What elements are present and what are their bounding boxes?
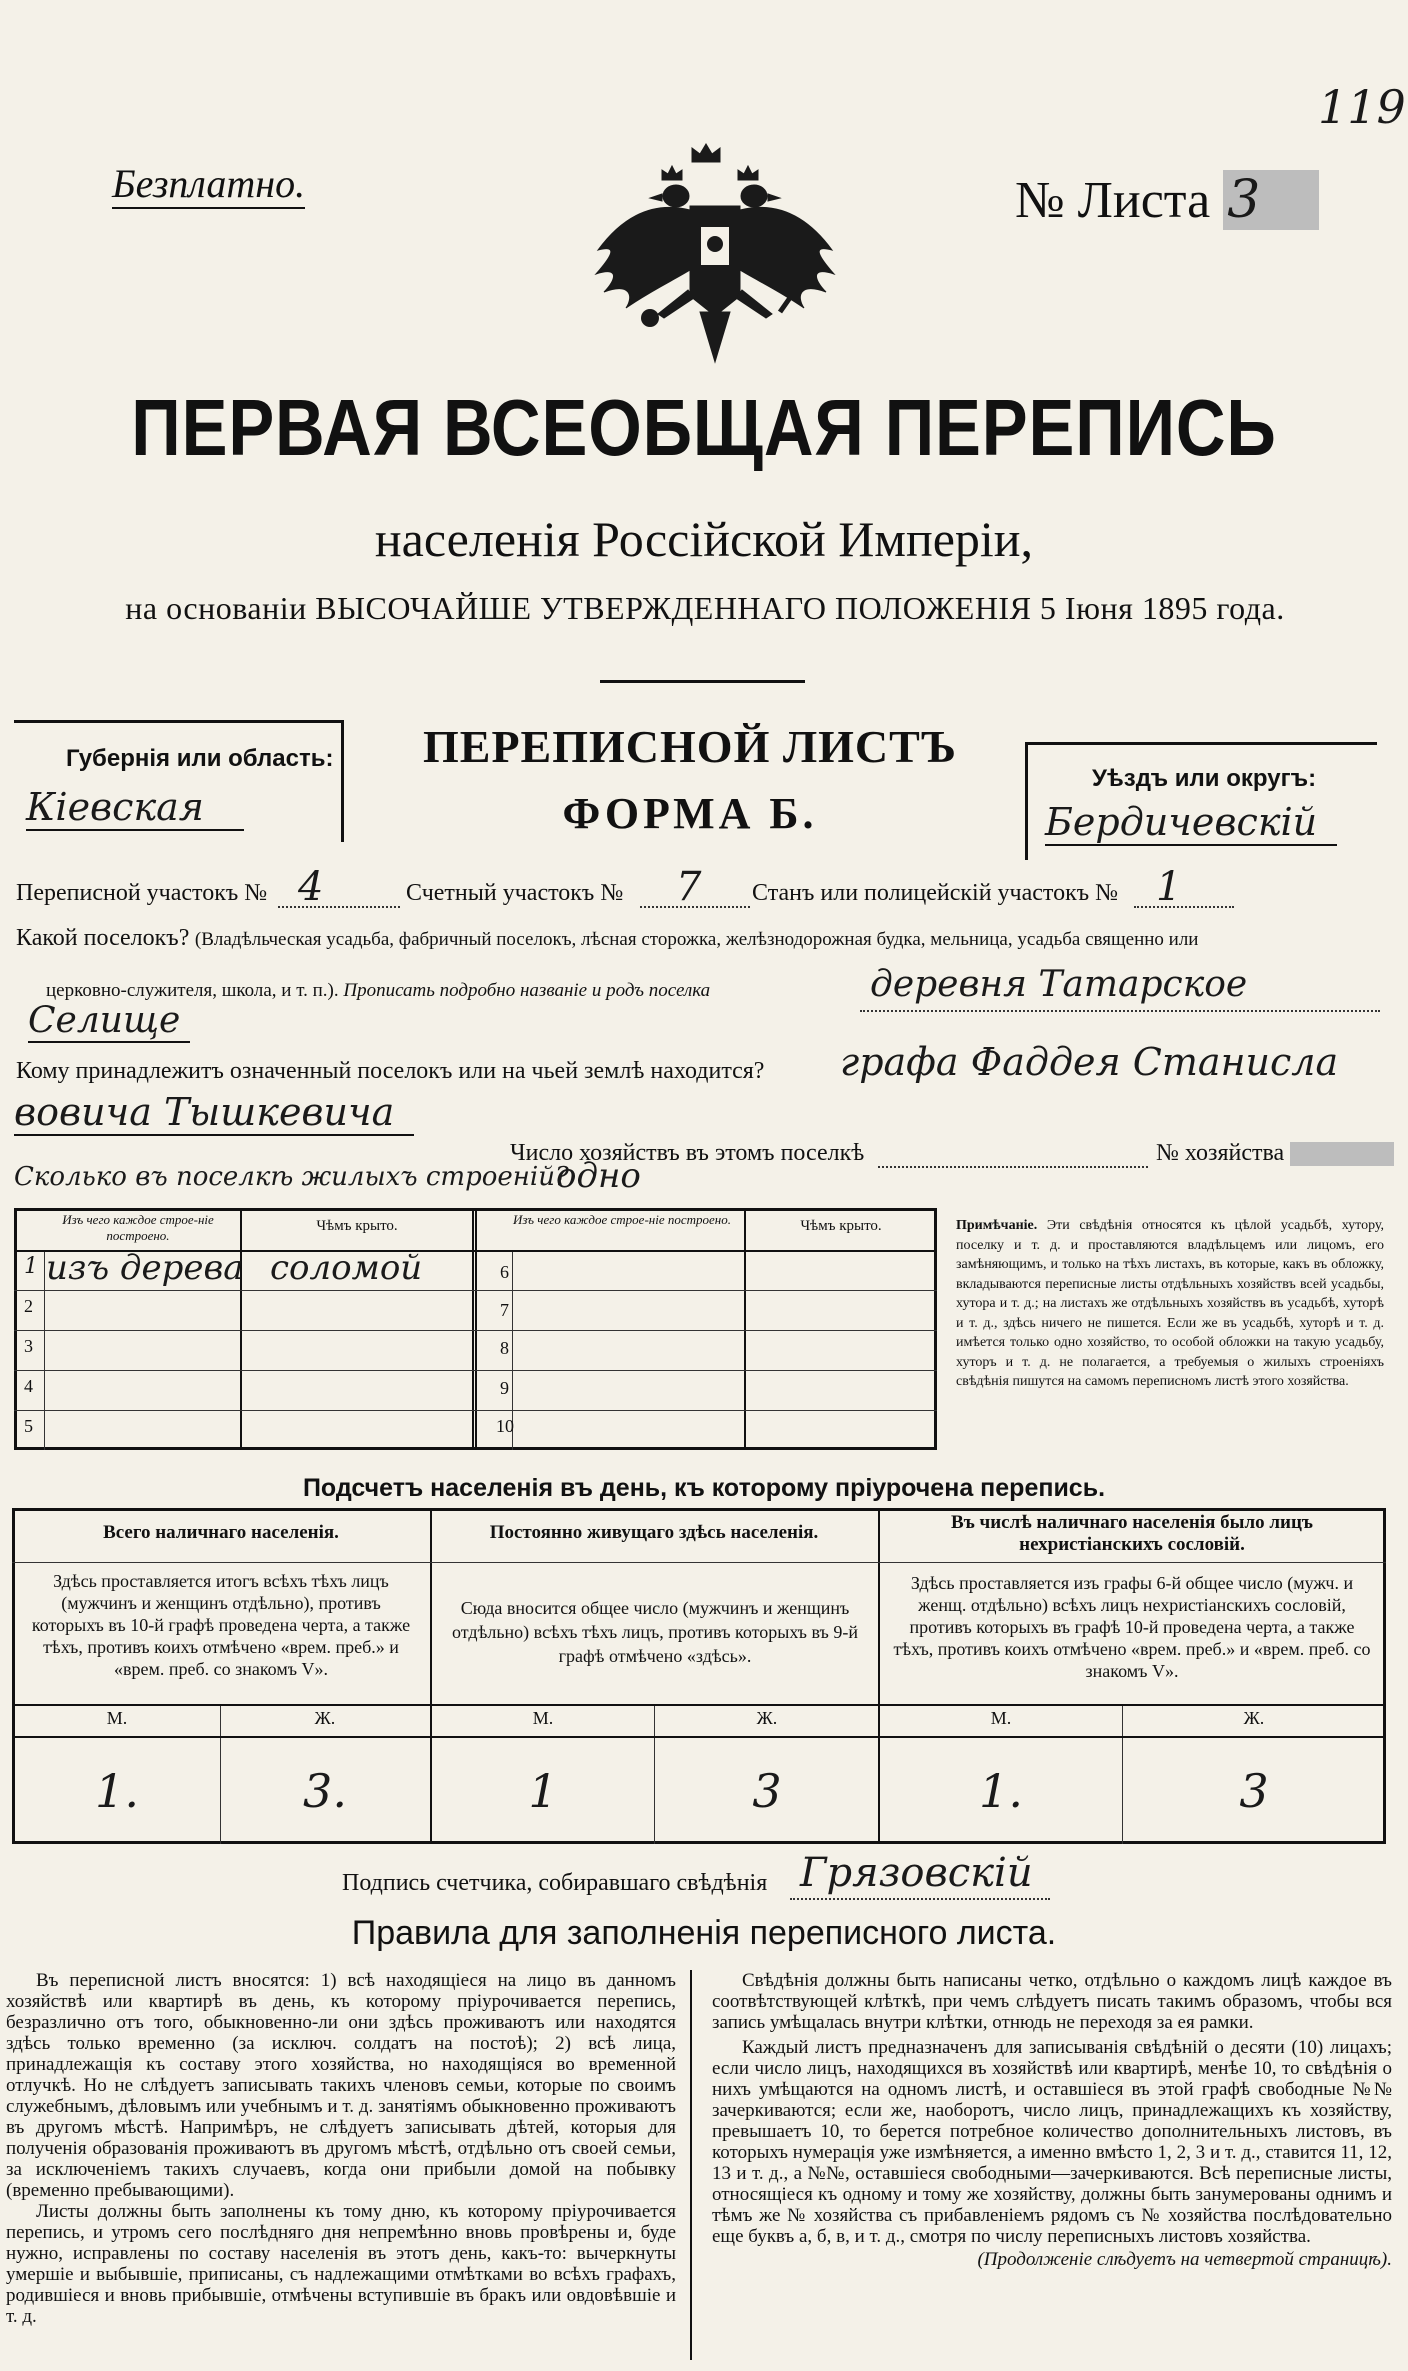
pop-col1-head: Всего наличнаго населенія.: [103, 1522, 339, 1543]
row-number: 3: [24, 1336, 33, 1356]
settlement-hint-italic: Прописать подробно названіе и родъ поселка: [343, 980, 711, 1001]
row-number: 4: [24, 1376, 33, 1396]
col-line: [654, 1704, 655, 1844]
col-line: [744, 1208, 746, 1450]
pop-total-male: 1.: [95, 1764, 139, 1818]
row-number: 5: [24, 1416, 33, 1436]
pop-m-label: М.: [990, 1708, 1012, 1728]
census-district-label: Переписной участокъ №: [16, 880, 268, 906]
census-basis: на основаніи ВЫСОЧАЙШЕ УТВЕРЖДЕННАГО ПОЛОЖЕНІЯ 5 Іюня 1895 года.: [125, 590, 1285, 626]
row-number: 8: [500, 1338, 509, 1358]
row-line: [14, 1410, 937, 1411]
rules-right-p2: Каждый листъ предназначенъ для записыванія свѣдѣній о десяти (10) лицахъ; если число лицъ, находящихся въ хозяйствѣ или квартирѣ, менѣе 10, то свѣдѣнія о нихъ умѣщаются на одномъ листѣ, и оставшіеся въ этой графѣ свободные №№ зачеркиваются; если же, наоборотъ, число лицъ, принадлежащихъ къ хозяйству, превышаетъ 10, то берется потребное количество дополнительныхъ листовъ, въ которыхъ нумерація уже измѣняется, а именно вмѣсто 1, 2, 3 и т. д., ставится 11, 12, 13 и т. д., а №№, оставшіеся свободными—зачеркиваются. Всѣ переписные листы, относящіеся къ одному и тому же хозяйству, должны быть занумерованы однимъ и тѣмъ же № хозяйства съ прибавленіемъ рядомъ съ № хозяйства послѣдовательно еще буквъ а, б, в, и т. д., смотря по числу переписныхъ листовъ хозяйства.: [712, 2037, 1392, 2247]
owner-value2: вовича Тышкевича: [14, 1090, 414, 1136]
dotted-line: [278, 906, 400, 908]
row-material: изъ дерева: [46, 1248, 244, 1288]
buildings-question: Сколько въ поселкѣ жилыхъ строеній?: [14, 1162, 569, 1192]
rules-right-p1: Свѣдѣнія должны быть написаны четко, отдѣльно о каждомъ лицѣ каждое въ соотвѣтствующей клѣткѣ, при чемъ слѣдуетъ писать такимъ образомъ, чтобы вся запись умѣщалась внутри клѣтки, отнюдь не переходя за ея рамки.: [712, 1970, 1392, 2033]
row-line: [14, 1330, 937, 1331]
row-number: 2: [24, 1296, 33, 1316]
owner-value1: графа Фаддея Станисла: [840, 1040, 1339, 1084]
census-subtitle: населенія Россійской Имперіи,: [374, 511, 1034, 567]
pop-col2-text: Сюда вносится общее число (мужчинъ и женщинъ отдѣльно) всѣхъ тѣхъ лицъ, противъ которыхъ въ 9-й графѣ отмѣчено «здѣсь».: [452, 1598, 858, 1666]
household-number: [1156, 1140, 1394, 1167]
sheet-number-label: № Листа: [1015, 172, 1211, 229]
household-number-redacted: [1290, 1142, 1394, 1166]
row-number: 6: [500, 1262, 509, 1282]
census-title: ПЕРВАЯ ВСЕОБЩАЯ ПЕРЕПИСЬ: [131, 383, 1277, 472]
row-number: 9: [500, 1378, 509, 1398]
stan-label: Станъ или полицейскій участокъ №: [752, 880, 1119, 906]
settlement-question-label: Какой поселокъ?: [16, 925, 190, 951]
dotted-line: [640, 906, 750, 908]
pop-permanent-female: 3: [752, 1764, 782, 1818]
pop-f-label: Ж.: [314, 1708, 336, 1728]
buildings-value: одно: [556, 1156, 641, 1196]
pop-f-label: Ж.: [756, 1708, 778, 1728]
note-title: Примѣчаніе.: [956, 1218, 1038, 1233]
rules-left: [6, 1970, 676, 2327]
settlement-hint2: церковно-служителя, школа, и т. п.).: [46, 980, 339, 1001]
rules-right: [712, 1970, 1392, 2270]
row-line: [12, 1704, 1386, 1706]
settlement-hint-line2: [46, 980, 710, 1002]
pop-m-label: М.: [106, 1708, 128, 1728]
pop-total-female: 3.: [303, 1764, 347, 1818]
table-divider: [472, 1208, 477, 1450]
count-district-value: 7: [676, 864, 702, 910]
settlement-value2: Селище: [28, 1000, 190, 1043]
col-header-material-right: Изъ чего каждое строе-ніе построено.: [513, 1212, 731, 1227]
row-line: [14, 1290, 937, 1291]
guberniya-label: [66, 745, 333, 773]
owner-question: Кому принадлежитъ означенный поселокъ или на чьей землѣ находится?: [16, 1058, 765, 1084]
pop-permanent-male: 1: [528, 1764, 558, 1818]
count-district-label: Счетный участокъ №: [406, 880, 624, 906]
row-number: 7: [500, 1300, 509, 1320]
dotted-line: [878, 1166, 1148, 1168]
rules-title: Правила для заполненія переписного листа.: [351, 1914, 1057, 1952]
signature-value: Грязовскій: [800, 1850, 1033, 1896]
divider: [600, 680, 805, 683]
uchastok-line: [16, 864, 1396, 920]
pop-col3-head: Въ числѣ наличнаго населенія было лицъ нехристіанскихъ сословій.: [951, 1512, 1313, 1555]
population-title: Подсчетъ населенія въ день, къ которому пріурочена перепись.: [302, 1474, 1106, 1502]
sheet-number: [1015, 170, 1319, 230]
dotted-line: [1134, 906, 1234, 908]
row-number: 1: [24, 1254, 38, 1279]
signature-label: Подпись счетчика, собиравшаго свѣдѣнія: [342, 1870, 768, 1896]
stan-value: 1: [1156, 864, 1182, 910]
settlement-question: [16, 925, 1396, 952]
pop-col3-text: Здѣсь проставляется изъ графы 6-й общее число (мужч. и женщ. отдѣльно) всѣхъ лицъ нехристіанскихъ сословій, противъ которыхъ въ графѣ 10-й проведена черта, а также тѣхъ, противъ коихъ отмѣчено «врем. преб.» и «врем. преб. со знакомъ V».: [893, 1573, 1371, 1681]
free-label: Безплатно.: [112, 160, 305, 209]
sheet-number-value: 3: [1223, 170, 1319, 230]
pop-col1-text: Здѣсь проставляется итогъ всѣхъ тѣхъ лицъ (мужчинъ и женщинъ отдѣльно), противъ которыхъ въ 10-й графѣ проведена черта, а также тѣхъ, противъ коихъ отмѣчено «врем. преб.» и «врем. преб. со знакомъ V».: [31, 1571, 411, 1679]
column-divider: [690, 1970, 692, 2360]
row-line: [14, 1370, 937, 1371]
col-line: [1122, 1704, 1123, 1844]
guberniya-value: Кіевская: [26, 785, 244, 831]
rules-continued: (Продолженіе слѣдуетъ на четвертой страницѣ).: [977, 2249, 1392, 2270]
col-header-material: Изъ чего каждое строе-ніе построено.: [62, 1212, 214, 1243]
rules-left-p1: Въ переписной листъ вносятся: 1) всѣ находящіеся на лицо въ данномъ хозяйствѣ или квартирѣ въ день, къ которому пріурочивается перепись, безразлично отъ того, обыкновенно-ли они здѣсь проживаютъ или находятся здѣсь только временно (за исключ. солдатъ на постоѣ); 2) всѣ лица, принадлежащія къ составу этого хозяйства, но находящіяся во временной отлучкѣ. Но не слѣдуетъ записывать такихъ членовъ семьи, которые по своимъ служебнымъ, дѣловымъ или учебнымъ и т. д. занятіямъ обыкновенно проживаютъ въ другомъ мѣстѣ. Напримѣръ, не слѣдуетъ записывать дѣтей, которыя для полученія образованія проживаютъ въ другомъ мѣстѣ, отдѣльно отъ своей семьи, за исключеніемъ такихъ случаевъ, когда они прибыли домой на побывку (временно пребывающими).: [6, 1970, 676, 2201]
households-count-label: Число хозяйствъ въ этомъ поселкѣ: [510, 1140, 865, 1166]
col-line: [220, 1704, 221, 1844]
settlement-value1: деревня Татарское: [870, 964, 1248, 1005]
rules-left-p2: Листы должны быть заполнены къ тому дню, къ которому пріурочивается перепись, и утромъ сего послѣдняго дня непремѣнно вновь провѣрены и, буде нужно, исправлены по составу населенія въ этотъ день, какъ-то: вычеркнуты умершіе и выбывшіе, приписаны, съ надлежащими отмѣтками во всѣхъ графахъ, родившіеся и вновь прибывшіе, отмѣчены вступившіе въ бракъ или овдовѣвшіе и т. д.: [6, 2201, 676, 2327]
pop-nonchristian-male: 1.: [979, 1764, 1023, 1818]
pop-f-label: Ж.: [1243, 1708, 1265, 1728]
note: [956, 1216, 1384, 1392]
double-headed-eagle-icon: [590, 140, 840, 370]
dotted-line: [860, 1010, 1380, 1012]
pop-col2-head: Постоянно живущаго здѣсь населенія.: [489, 1522, 819, 1543]
pop-m-label: М.: [532, 1708, 554, 1728]
page-number: 119: [1318, 80, 1406, 134]
row-number: 10: [496, 1416, 514, 1436]
row-line: [12, 1562, 1386, 1563]
col-line: [44, 1250, 45, 1450]
uezd-value: Бердичевскій: [1045, 800, 1337, 846]
form-subtitle: ФОРМА Б.: [562, 789, 818, 838]
col-header-roof: Чѣмъ крыто.: [316, 1218, 398, 1234]
pop-nonchristian-female: 3: [1239, 1764, 1269, 1818]
census-district-value: 4: [298, 864, 324, 910]
uezd-label: [1092, 765, 1316, 793]
household-number-label: № хозяйства: [1156, 1140, 1285, 1166]
form-title: ПЕРЕПИСНОЙ ЛИСТЪ: [422, 721, 958, 772]
uezd-label-text: Уѣздъ или округъ:: [1092, 765, 1317, 792]
guberniya-label-text: Губернія или область:: [66, 745, 334, 772]
row-line: [12, 1736, 1386, 1738]
row-roof: соломой: [270, 1248, 423, 1288]
note-text: Эти свѣдѣнія относятся къ цѣлой усадьбѣ, хутору, поселку и т. д. и проставляются владѣльцемъ или лицомъ, его замѣняющимъ, и только на тѣхъ листахъ, въ которые, какъ въ обложку, вкладываются переписные листы отдѣльныхъ хозяйствъ всей усадьбы, хутора и т. д.; на листахъ же отдѣльныхъ хозяйствъ въ усадьбѣ, хуторѣ и т. д., здѣсь ничего не пишется. Если же въ усадьбѣ, хуторѣ и т. д. имѣется только одно хозяйство, то особой обложки на такую усадьбу, хуторъ и т. д. не полагается, а требуемыя о жилыхъ строеніяхъ свѣдѣнія пишутся на самомъ переписномъ листѣ этого хозяйства.: [956, 1218, 1385, 1389]
col-line: [240, 1208, 242, 1450]
settlement-hint: (Владѣльческая усадьба, фабричный поселокъ, лѣсная сторожка, желѣзнодорожная будка, мельница, усадьба священно или: [194, 929, 1199, 950]
dotted-line: [790, 1898, 1050, 1900]
col-header-roof-right: Чѣмъ крыто.: [800, 1218, 882, 1234]
